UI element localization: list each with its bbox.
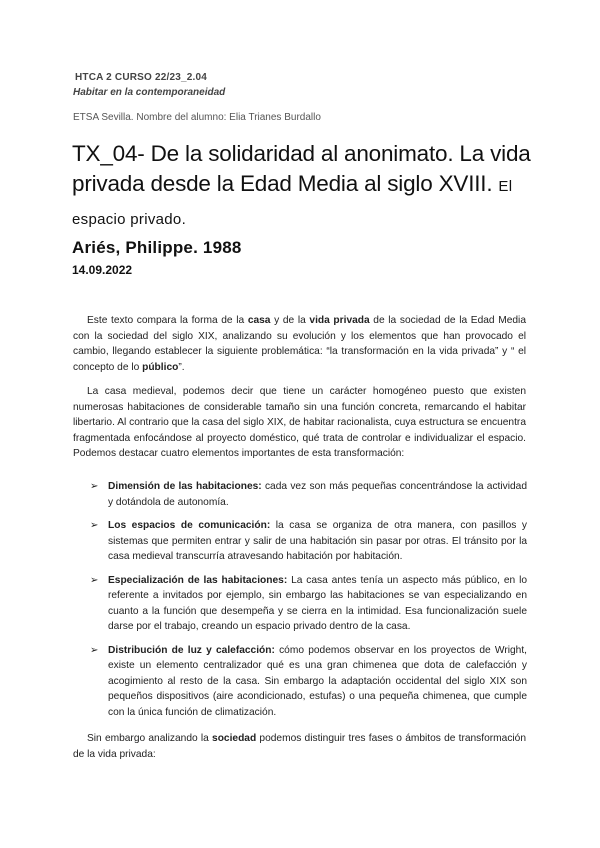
list-item-text: cada vez son más pequeñas concentrándose la actividad y dotándola de autonomía. [108, 481, 527, 508]
title-sub: El espacio privado. [72, 178, 513, 228]
list-item [90, 479, 527, 510]
text-run: Este texto compara la forma de la [87, 315, 248, 326]
text-run: de la sociedad de la Edad Media con la sociedad del siglo XIX, analizando su evolución y los elementos que han provocado el cambio, llegando establecer la siguiente problemática: “la transformación en la vida privada” y “ el concepto de lo [73, 315, 526, 373]
list-item-text: la casa se organiza de otra manera, con pasillos y sistemas que permiten entrar y salir de una habitación sin pasar por otras. El tránsito por la casa medieval transcurría atravesando habitación por habitación. [108, 520, 527, 562]
course-code: HTCA 2 CURSO 22/23_2.04 [75, 72, 208, 83]
paragraph-intro [73, 313, 526, 375]
reference-date: 14.09.2022 [72, 263, 133, 277]
list-item-heading: Dimensión de las habitaciones: [108, 481, 262, 492]
transformation-list [90, 479, 527, 728]
text-run: Sin embargo analizando la [87, 733, 213, 744]
list-item [90, 643, 527, 721]
list-item [90, 518, 527, 565]
paragraph-medieval-house [73, 384, 526, 462]
arrow-bullet-icon: ➢ [90, 520, 99, 531]
arrow-bullet-icon: ➢ [90, 481, 99, 492]
text-run: ”. [178, 361, 185, 373]
text-run: La casa medieval, podemos decir que tiene un carácter homogéneo puesto que existen numerosas habitaciones de considerable tamaño sin una función concreta, remarcando el habitar libertario. Al contrario que la casa del siglo XIX, de habitar racionalista, cuya estructura se encuentra fragmentada enfocándose al proyecto doméstico, qué trata de controlar e individualizar el espacio. Podemos destacar cuatro elementos importantes de esta transformación: [73, 386, 526, 459]
text-run: podemos distinguir tres fases o ámbitos de transformación de la vida privada: [73, 733, 527, 760]
list-item-heading: Especialización de las habitaciones: [108, 574, 288, 586]
list-item-heading: Distribución de luz y calefacción: [108, 644, 275, 656]
arrow-bullet-icon: ➢ [90, 574, 99, 586]
reference-author-year: Ariés, Philippe. 1988 [72, 238, 242, 257]
title-main: TX_04- De la solidaridad al anonimato. La vida privada desde la Edad Media al siglo XVIII. [72, 141, 531, 196]
bold-term-publico: público [142, 361, 179, 373]
list-item [90, 573, 527, 635]
bold-term-vida-privada: vida privada [309, 315, 370, 326]
paragraph-society [73, 731, 526, 762]
text-run: y de la [270, 315, 310, 326]
bold-term-sociedad: sociedad [212, 733, 257, 744]
list-item-heading: Los espacios de comunicación: [108, 520, 271, 531]
list-item-text: La casa antes tenía un aspecto más público, en lo referente a invitados por ejemplo, sin embargo las habitaciones se van especializando en cuanto a la función que desempeña y se cierra en la intimidad. Esa funcionalización suele darse por el trabajo, creando un espacio privado dentro de la casa. [108, 574, 527, 632]
document-title [72, 139, 542, 235]
arrow-bullet-icon: ➢ [90, 644, 99, 656]
bold-term-casa: casa [247, 315, 271, 326]
course-subtitle: Habitar en la contemporaneidad [73, 87, 226, 98]
list-item-text: cómo podemos observar en los proyectos de Wright, existe un elemento centralizador qué es una gran chimenea que dota de calefacción y acogimiento al resto de la casa. Sin embargo la adaptación occidental del siglo XIX son pequeños dispositivos (aire acondicionado, estufas) o una pequeña chimenea, que cumple con la única función de climatización. [108, 644, 527, 718]
author-line: ETSA Sevilla. Nombre del alumno: Elia Trianes Burdallo [73, 112, 321, 123]
